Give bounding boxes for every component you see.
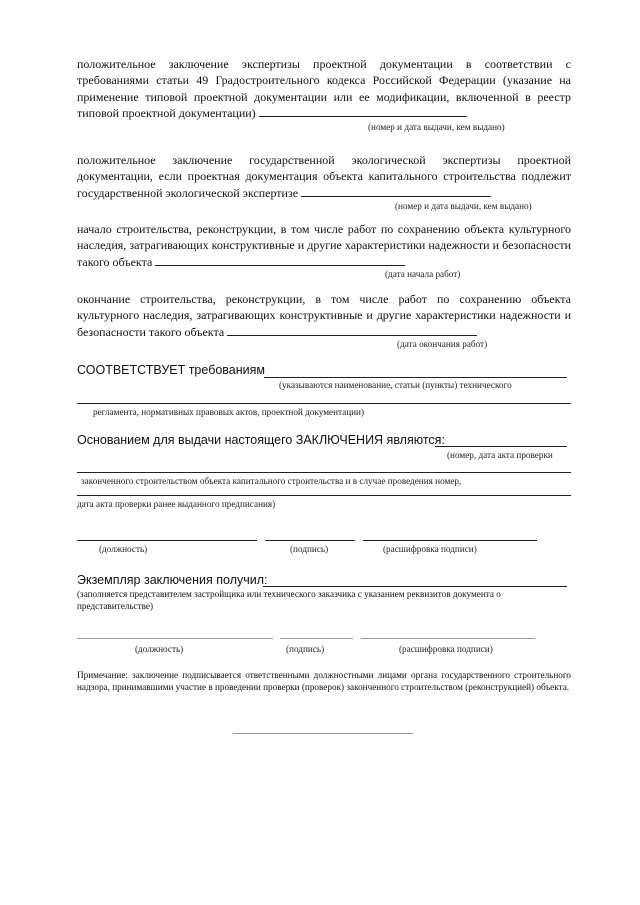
copy-section <box>77 573 571 619</box>
note-text: Примечание: заключение подписывается ответственными должностными лицами органа государственного строительного надзора, принимавшими участие в проведении проверки (проверок) законченного строительством (реконструкцией) объекта. <box>77 670 571 693</box>
copy-lead: Экземпляр заключения получил: <box>77 573 268 587</box>
decoding-label-1: (расшифровка подписи) <box>383 544 477 554</box>
bottom-divider <box>233 733 413 734</box>
copy-caption: (заполняется представителем застройщика или технического заказчика с указанием реквизитов документа о представительстве) <box>77 589 501 611</box>
end-section <box>77 291 571 349</box>
signature-label-2: (подпись) <box>286 644 325 654</box>
complies-field-2[interactable] <box>77 403 571 404</box>
decoding-field-1[interactable] <box>363 540 537 541</box>
basis-field-2[interactable] <box>77 472 571 473</box>
basis-section <box>77 433 571 515</box>
basis-lead: Основанием для выдачи настоящего ЗАКЛЮЧЕНИЯ являются: <box>77 433 445 447</box>
eco-text-content: положительное заключение государственной экологической экспертизы проектной документации, если проектная документация объекта капитального строительства подлежит государственной экологической экспертизе <box>77 153 571 200</box>
complies-section <box>77 363 571 419</box>
end-text-content: окончание строительства, реконструкции, в том числе работ по сохранению объекта культурного наследия, затрагивающих конструктивные и другие характеристики надежности и безопасности такого объекта <box>77 292 571 339</box>
signature-field-2[interactable] <box>280 638 353 639</box>
decoding-field-2[interactable] <box>361 638 535 639</box>
basis-caption-1: (номер, дата акта проверки <box>447 450 553 460</box>
expertise-caption: (номер и дата выдачи, кем выдано) <box>368 122 505 132</box>
eco-field[interactable] <box>301 185 491 197</box>
complies-caption-2: регламента, нормативных правовых актов, проектной документации) <box>93 407 365 417</box>
complies-caption-1: (указываются наименование, статьи (пункты) технического <box>279 380 512 390</box>
signature-label-1: (подпись) <box>290 544 329 554</box>
position-field-2[interactable] <box>77 638 273 639</box>
complies-lead: СООТВЕТСТВУЕТ требованиям <box>77 363 266 377</box>
signature-row-1 <box>77 540 571 570</box>
start-caption: (дата начала работ) <box>385 269 461 279</box>
basis-caption-3: дата акта проверки ранее выданного предписания) <box>77 499 276 509</box>
eco-text <box>77 152 571 201</box>
position-label-1: (должность) <box>99 544 148 554</box>
decoding-label-2: (расшифровка подписи) <box>399 644 493 654</box>
eco-caption: (номер и дата выдачи, кем выдано) <box>395 201 532 211</box>
complies-field[interactable] <box>264 377 567 378</box>
start-field[interactable] <box>155 254 405 266</box>
expertise-section <box>77 56 571 132</box>
start-text <box>77 221 571 270</box>
basis-field[interactable] <box>435 446 567 447</box>
end-text <box>77 291 571 340</box>
end-field[interactable] <box>227 324 477 336</box>
expertise-text-content: положительное заключение экспертизы проектной документации в соответствии с требованиями статьи 49 Градостроительного кодекса Российской Федерации (указание на применение типовой проектной документации или ее модификации, включенной в реестр типовой проектной документации) <box>77 57 571 121</box>
basis-caption-2: законченного строительством объекта капитального строительства и в случае проведения номер, <box>81 476 462 486</box>
end-caption: (дата окончания работ) <box>397 339 488 349</box>
signature-row-2 <box>77 638 571 668</box>
start-text-content: начало строительства, реконструкции, в том числе работ по сохранению объекта культурного наследия, затрагивающих конструктивные и другие характеристики надежности и безопасности такого объекта <box>77 222 571 269</box>
expertise-text <box>77 56 571 122</box>
copy-field[interactable] <box>263 586 567 587</box>
position-label-2: (должность) <box>135 644 184 654</box>
basis-field-3[interactable] <box>77 495 571 496</box>
expertise-field[interactable] <box>259 105 467 117</box>
start-section <box>77 221 571 279</box>
signature-field-1[interactable] <box>265 540 355 541</box>
position-field-1[interactable] <box>77 540 257 541</box>
eco-section <box>77 152 571 211</box>
